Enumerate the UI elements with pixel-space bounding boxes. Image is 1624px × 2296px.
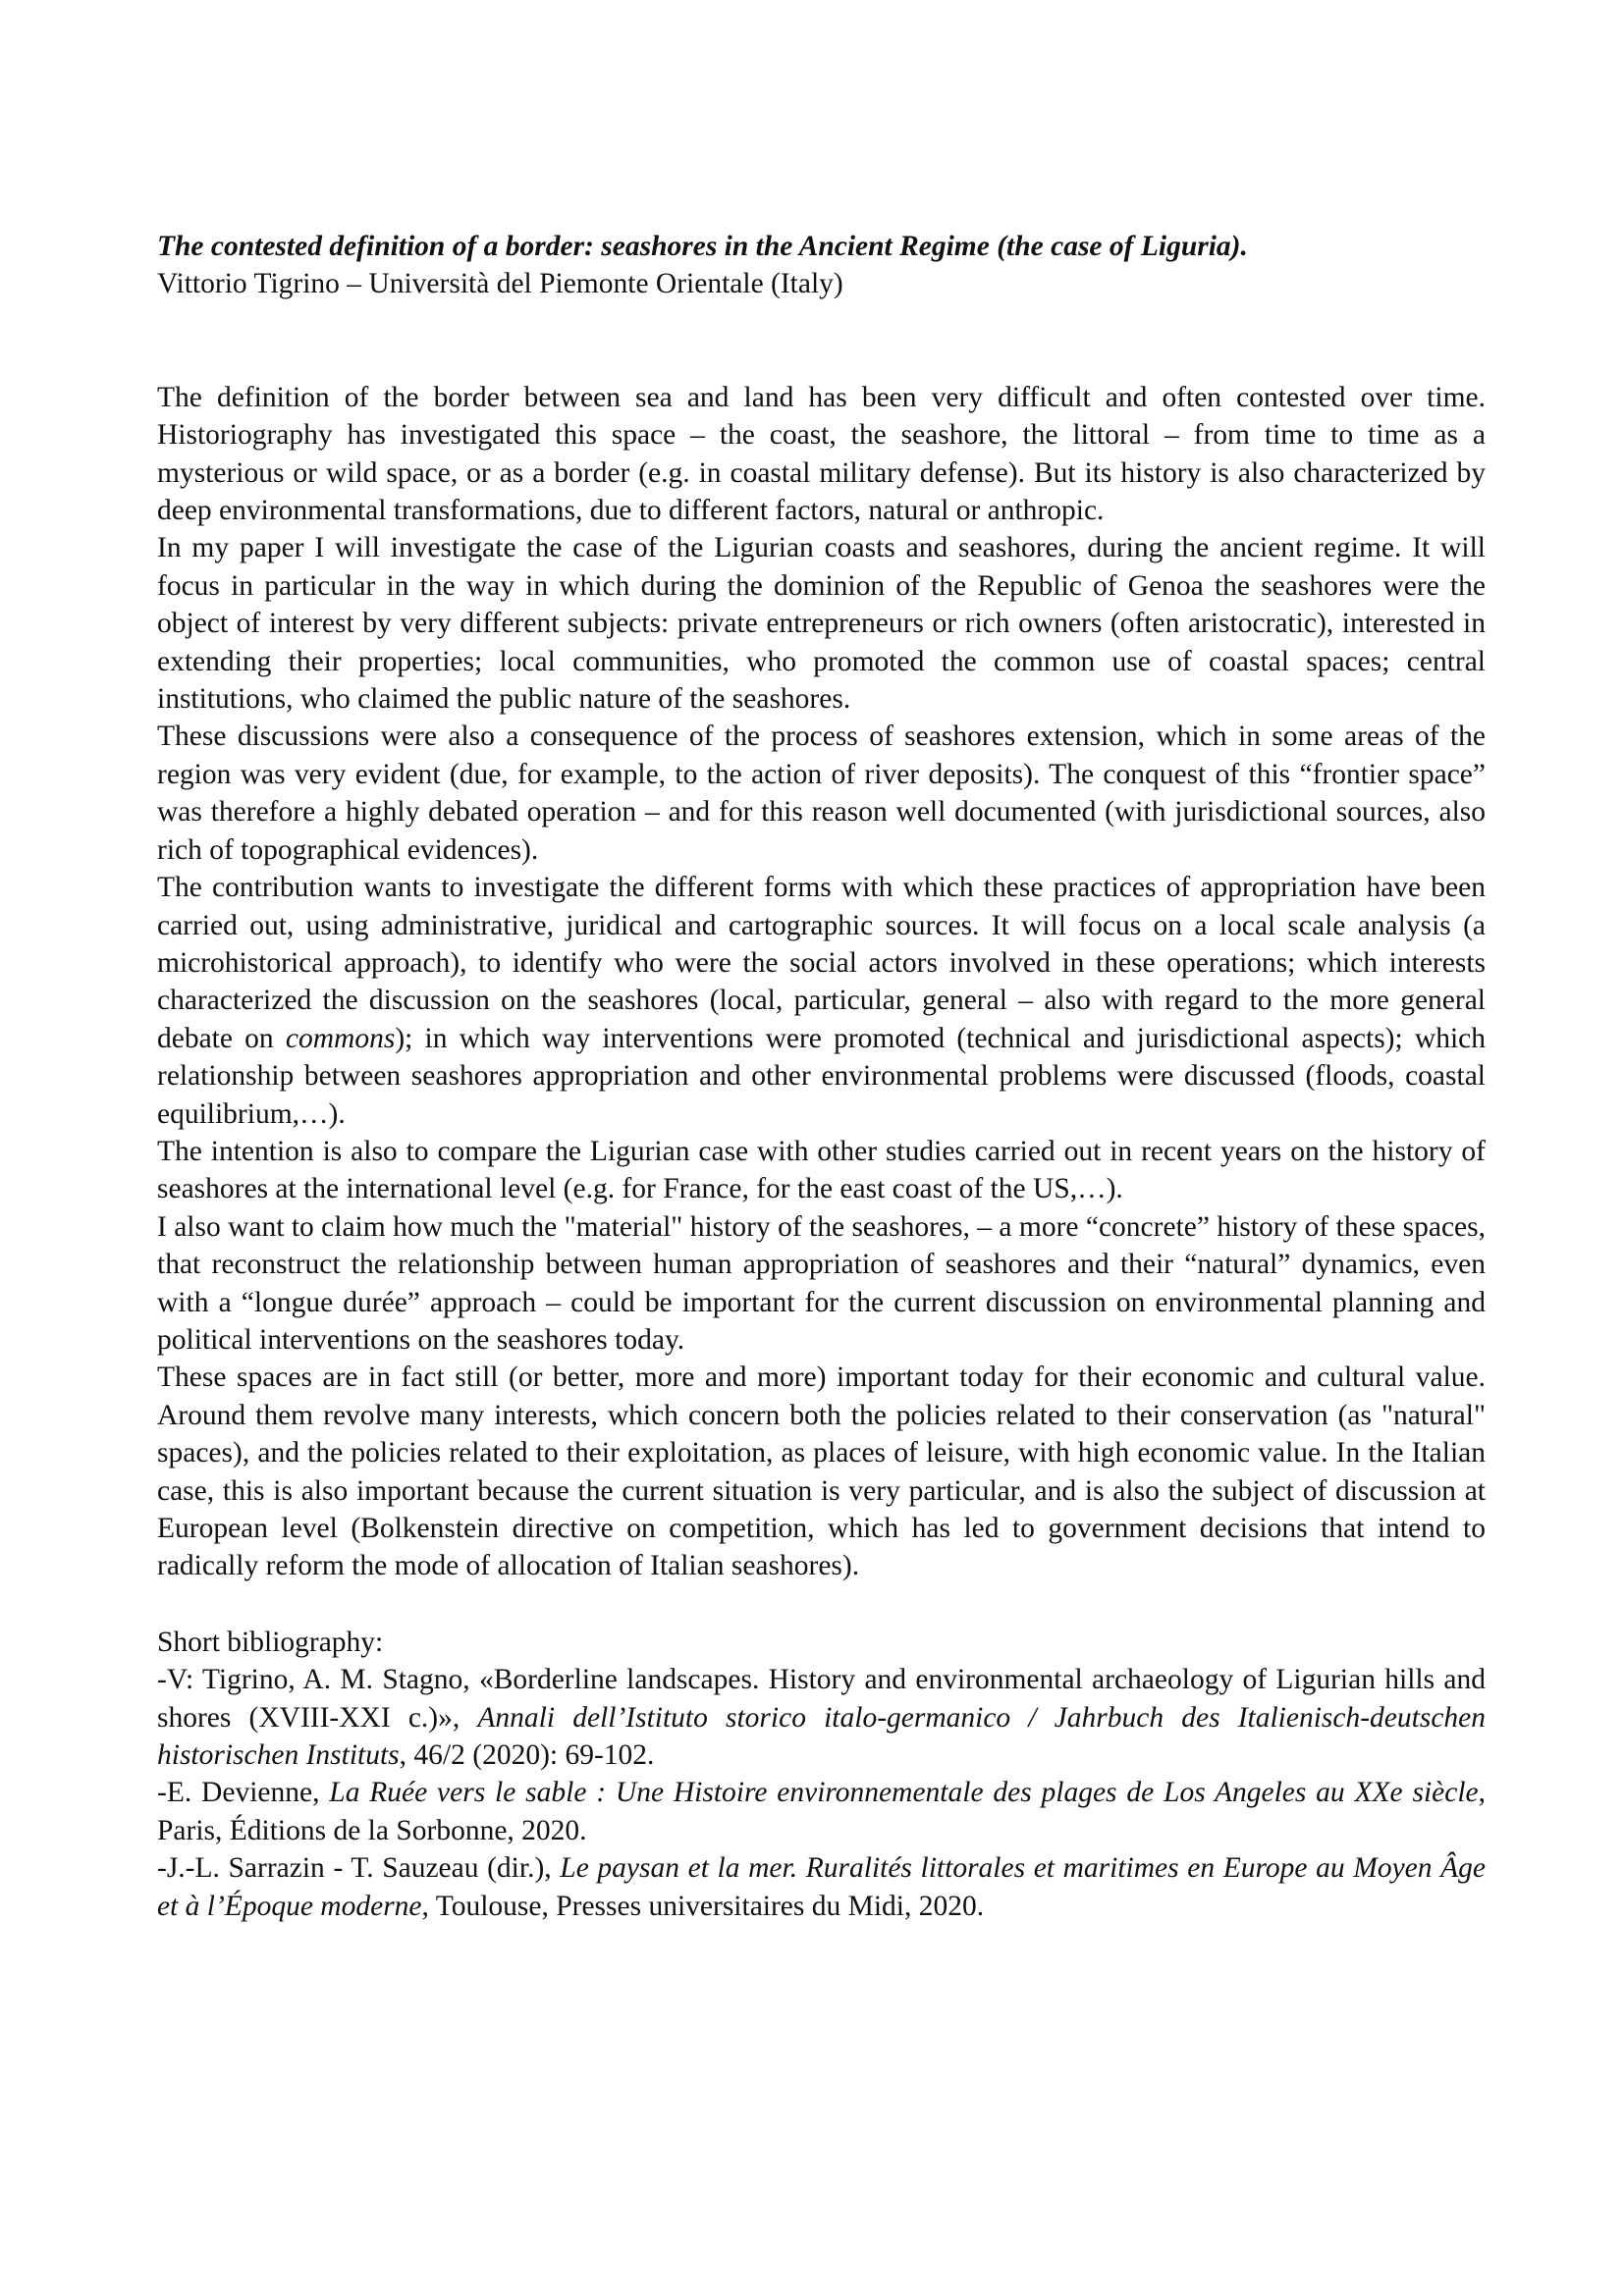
bib-authors: -E. Devienne, (157, 1777, 330, 1809)
bib-details: , 46/2 (2020): 69-102. (399, 1739, 655, 1772)
paragraph: These discussions were also a consequence of the process of seashores extension, which in some areas of the region was very evident (due, for example, to the action of river deposits). The conquest of this “frontier space” was therefore a highly debated operation – and for this reason well documented (with jurisdictional sources, also rich of topographical evidences). (157, 721, 1486, 866)
paragraph: In my paper I will investigate the case of the Ligurian coasts and seashores, during the ancient regime. It will focus in particular in the way in which during the dominion of the Republic of Genoa the seashores were the object of interest by very different subjects: private entrepreneurs or rich owners (often aristocratic), interested in extending their properties; local communities, who promoted the common use of coastal spaces; central institutions, who claimed the public nature of the seashores. (157, 532, 1486, 716)
paragraph: The intention is also to compare the Ligurian case with other studies carried out in recent years on the history of seashores at the international level (e.g. for France, for the east coast of the US,…). (157, 1135, 1486, 1205)
bib-authors: -V: Tigrino, A. M. Stagno, «Borderline landscapes. History and environmental archaeology of Ligurian hills and shores (XVIII-XXI c.)», (157, 1664, 1486, 1734)
bib-work-title: Annali dell’Istituto storico italo-germanico / Jahrbuch des Italienisch-deutschen historischen Instituts (157, 1701, 1487, 1772)
document-page (157, 228, 1486, 1925)
bib-authors: -J.-L. Sarrazin - T. Sauzeau (dir.), (157, 1852, 561, 1885)
bibliography-entry (157, 1661, 1486, 1774)
bib-details: , Toulouse, Presses universitaires du Midi, 2020. (421, 1890, 985, 1922)
author-affiliation: Vittorio Tigrino – Università del Piemonte Orientale (Italy) (157, 268, 843, 300)
paragraph-text: ); in which way interventions were promoted (technical and jurisdictional aspects); which relationship between seashores appropriation and other environmental problems were discussed (floods, coastal equilibrium,…). (157, 1022, 1487, 1130)
paragraph-text: The contribution wants to investigate the different forms with which these practices of appropriation have been carried out, using administrative, juridical and cartographic sources. It will focus on a local scale analysis (a microhistorical approach), to identify who were the social actors involved in these operations; which interests characterized the discussion on the seashores (local, particular, general – also with regard to the more general debate on (157, 872, 1486, 1054)
paragraph: These spaces are in fact still (or better, more and more) important today for their economic and cultural value. Around them revolve many interests, which concern both the policies related to their conservation (as "natural" spaces), and the policies related to their exploitation, as places of leisure, with high economic value. In the Italian case, this is also important because the current situation is very particular, and is also the subject of discussion at European level (Bolkenstein directive on competition, which has led to government decisions that intend to radically reform the mode of allocation of Italian seashores). (157, 1362, 1486, 1582)
paragraph: I also want to claim how much the "material" history of the seashores, – a more “concrete” history of these spaces, that reconstruct the relationship between human appropriation of seashores and their “natural” dynamics, even with a “longue durée” approach – could be important for the current discussion on environmental planning and political interventions on the seashores today. (157, 1210, 1486, 1356)
bibliography (157, 1624, 1486, 1925)
bibliography-heading: Short bibliography: (157, 1626, 384, 1658)
bib-details: , Paris, Éditions de la Sorbonne, 2020. (157, 1777, 1486, 1846)
paragraph: The definition of the border between sea and land has been very difficult and often contested over time. Historiography has investigated this space – the coast, the seashore, the littoral – from time to time as a mysterious or wild space, or as a border (e.g. in coastal military defense). But its history is also characterized by deep environmental transformations, due to different factors, natural or anthropic. (157, 381, 1486, 527)
bib-work-title: Le paysan et la mer. Ruralités littorales et maritimes en Europe au Moyen Âge et à l’Époque moderne (157, 1852, 1487, 1922)
bib-work-title: La Ruée vers le sable : Une Histoire environnementale des plages de Los Angeles au XXe siècle (329, 1777, 1479, 1809)
bibliography-entry (157, 1849, 1486, 1925)
paragraph (157, 869, 1486, 1133)
emphasis-text: commons (285, 1022, 396, 1054)
bibliography-entry (157, 1774, 1486, 1849)
paper-title: The contested definition of a border: seashores in the Ancient Regime (the case of Liguria). (157, 231, 1248, 262)
abstract-body (157, 379, 1486, 1585)
